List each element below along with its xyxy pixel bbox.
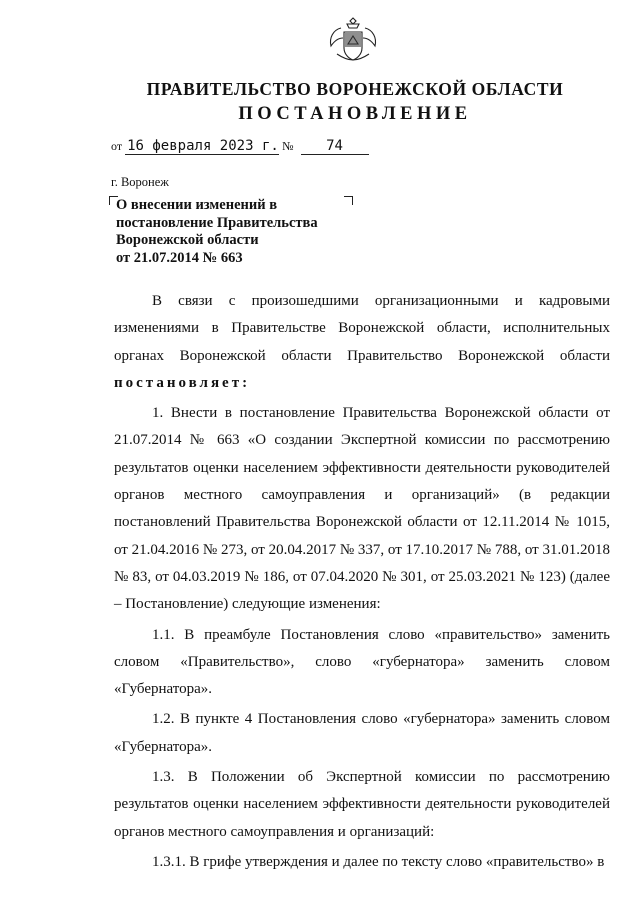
document-date: 16 февраля 2023 г. (127, 138, 279, 154)
city-label: г. Воронеж (111, 175, 169, 189)
date-and-number-line (111, 138, 369, 155)
subject-line: постановление Правительства (116, 214, 318, 231)
preamble-paragraph (114, 288, 610, 397)
document-body (114, 288, 610, 876)
government-title: ПРАВИТЕЛЬСТВО ВОРОНЕЖСКОЙ ОБЛАСТИ (146, 79, 564, 99)
subject-line: Воронежской области (116, 232, 259, 248)
document-subject (116, 197, 346, 267)
item-1-1-paragraph: 1.1. В преамбуле Постановления слово «правительство» заменить словом «Правительство», слово «губернатора» заменить словом «Губернатора». (114, 626, 610, 698)
document-type-title: ПОСТАНОВЛЕНИЕ (238, 104, 472, 124)
item-1-3-1-paragraph: 1.3.1. В грифе утверждения и далее по тексту слово «правительство» в (152, 853, 605, 870)
item-1-paragraph: 1. Внести в постановление Правительства Воронежской области от 21.07.2014 № 663 «О создании Экспертной комиссии по рассмотрению результатов оценки населением эффективности деятельности руководителей органов местного самоуправления и организаций» (в редакции постановлений Правительства Воронежской области от 12.11.2014 № 1015, от 21.04.2016 № 273, от 20.04.2017 № 337, от 17.10.2017 № 788, от 31.01.2018 № 83, от 04.03.2019 № 186, от 07.04.2020 № 301, от 25.03.2021 № 123) (далее – Постановление) следующие изменения: (114, 405, 610, 613)
subject-line: от 21.07.2014 № 663 (116, 249, 243, 266)
voronezh-coat-of-arms-icon (327, 14, 379, 64)
resolves-word: постановляет: (114, 374, 251, 391)
subject-line: О внесении изменений в (116, 197, 278, 213)
date-prefix-label: от (111, 139, 123, 153)
document-number: 74 (301, 138, 369, 155)
preamble-text: В связи с произошедшими организационными и кадровыми изменениями в Правительстве Воронежской области, исполнительных органах Воронежской области Правительство Воронежской области (114, 293, 610, 364)
number-label: № (282, 139, 294, 153)
item-1-3-paragraph: 1.3. В Положении об Экспертной комиссии по рассмотрению результатов оценки населением эффективности деятельности руководителей органов местного самоуправления и организаций: (114, 769, 610, 840)
item-1-2-paragraph: 1.2. В пункте 4 Постановления слово «губернатора» заменить словом «Губернатора». (114, 711, 610, 755)
